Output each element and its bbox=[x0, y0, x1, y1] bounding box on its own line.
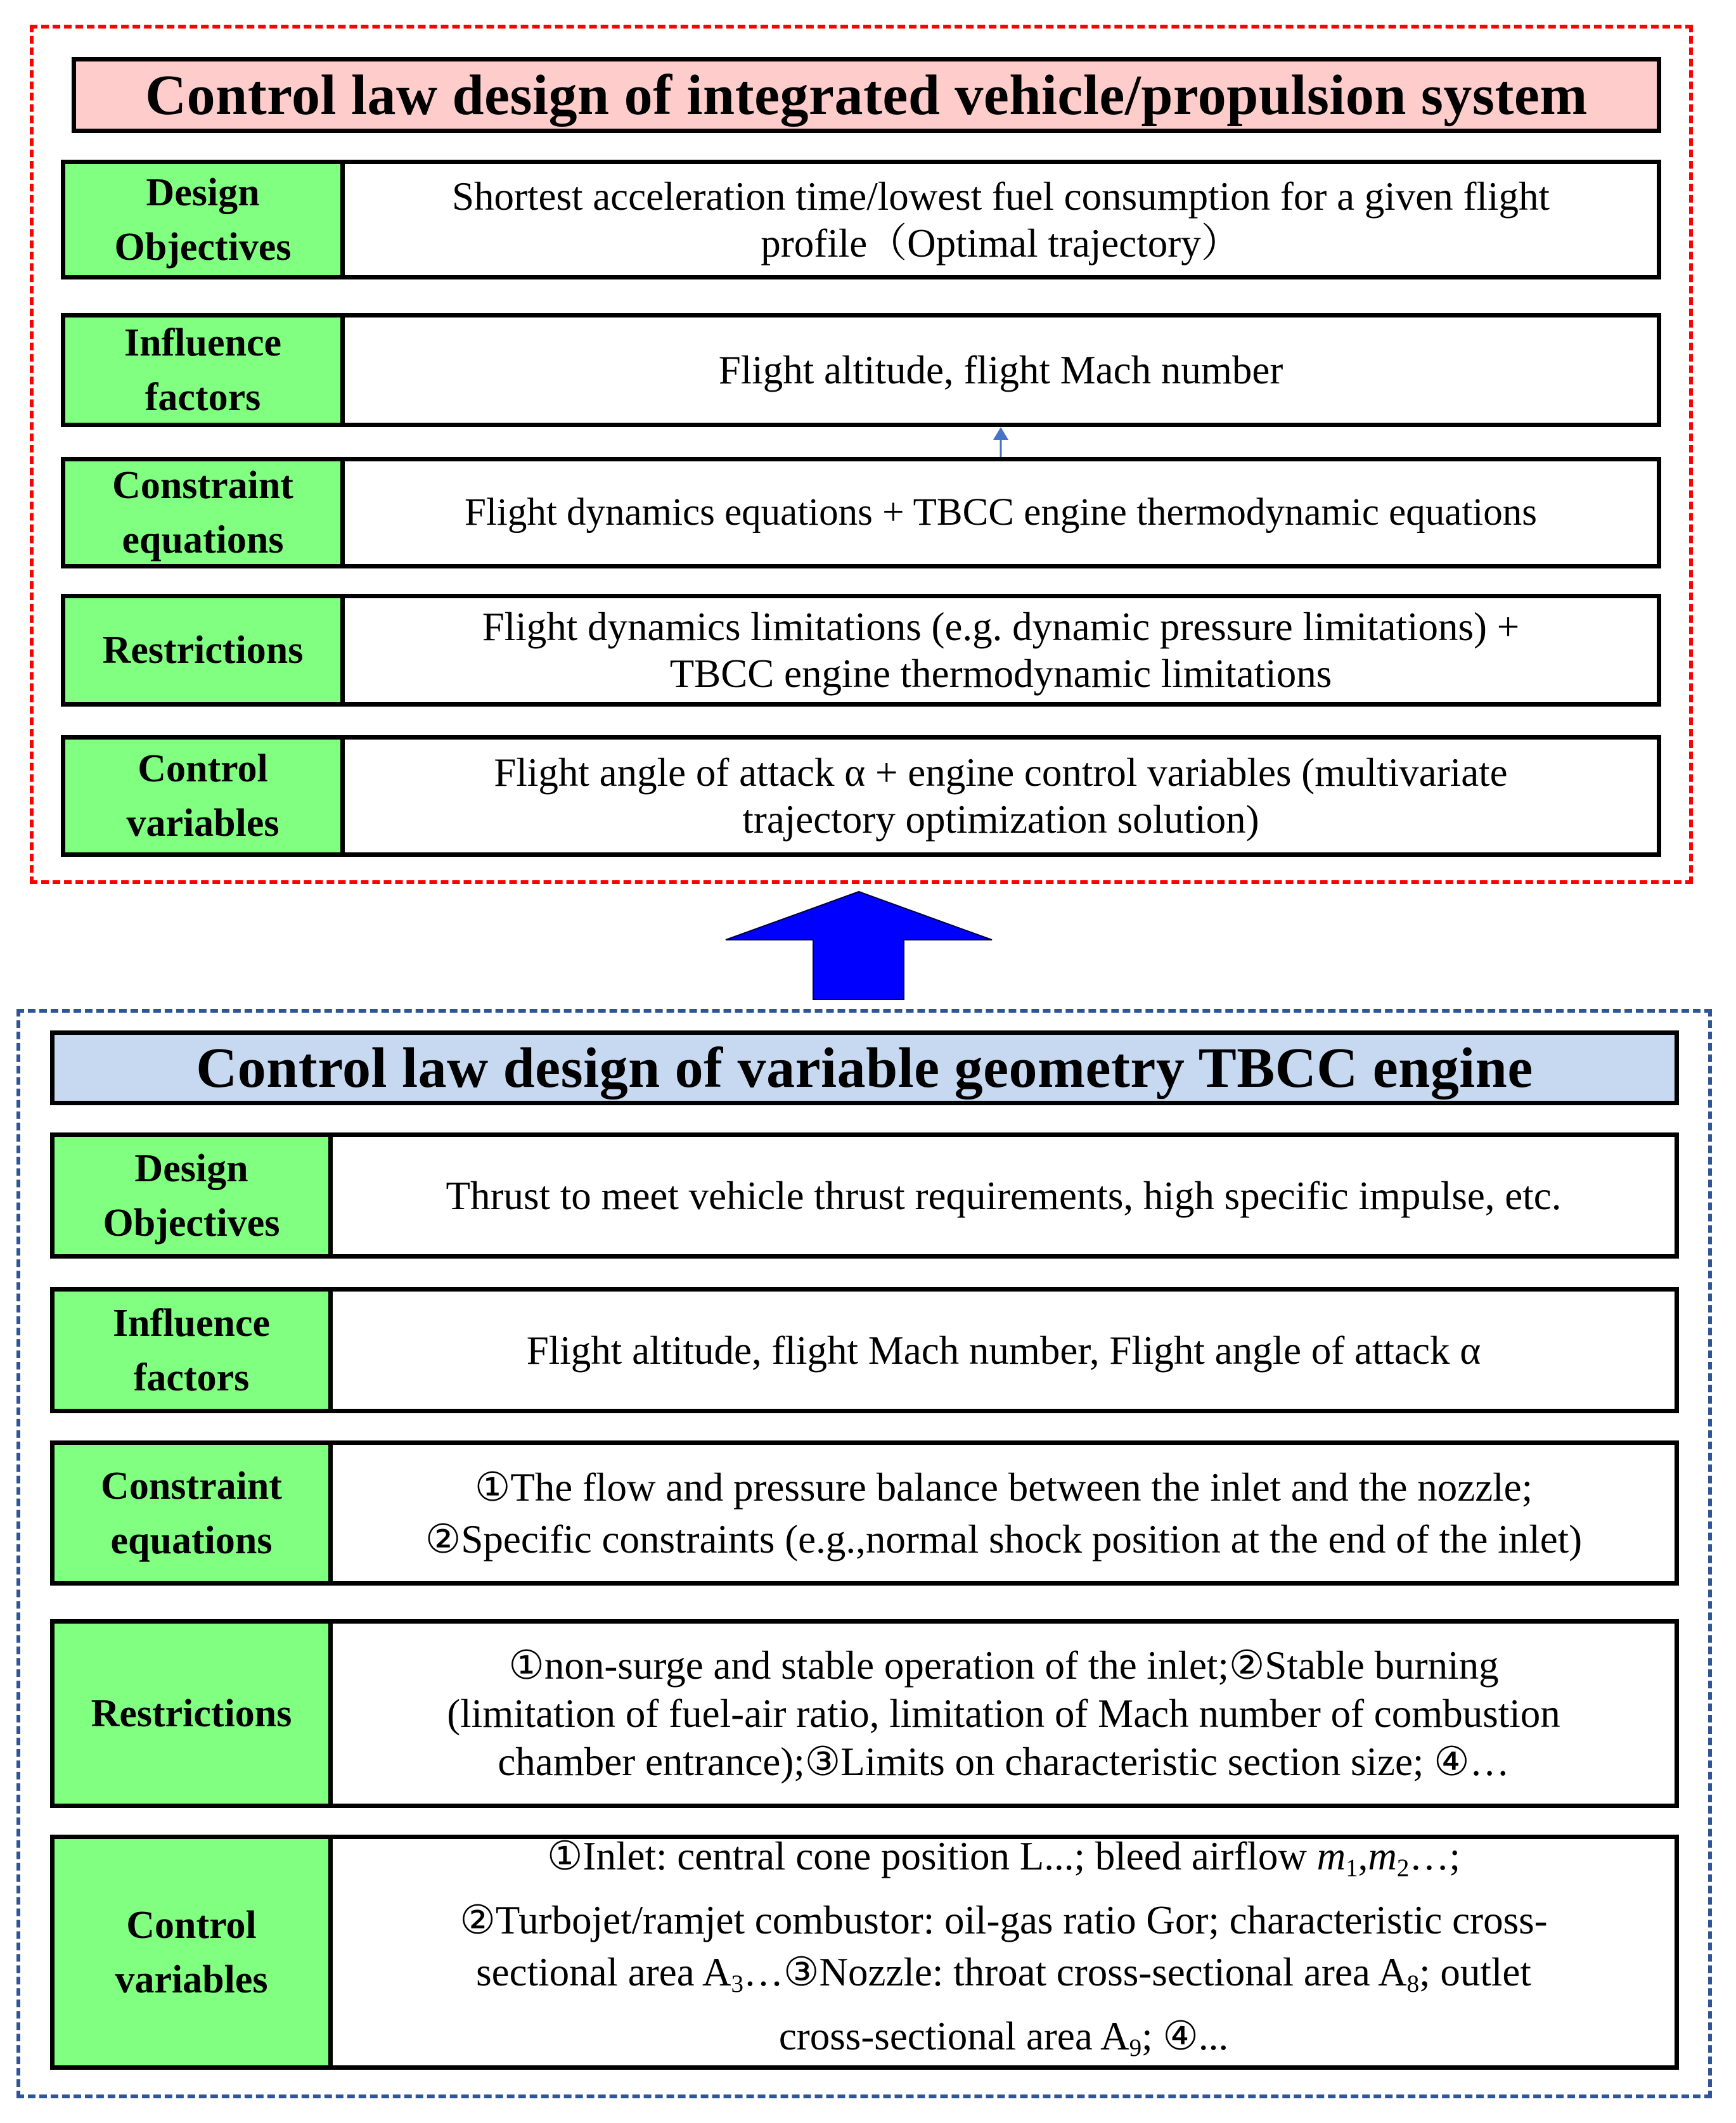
row-content: ①The flow and pressure balance between the inlet and the nozzle; ②Specific constraints (e.g.,normal shock position at the end of the inlet) bbox=[425, 1465, 1583, 1562]
top-row-control-variables bbox=[61, 735, 1661, 857]
row-label: Influence factors bbox=[65, 317, 345, 423]
row-content: ①Inlet: central cone position L...; bleed airflow $m_1,m_2\dots$; ②Turbojet/ramjet combustor: oil-gas ratio Gor; characteristic cross- sectional area $A_3\dots ③Nozzle$: throat cross-sectional area $A_8$; outlet cross-sectional area $A_9$; ④... bbox=[460, 1834, 1548, 2062]
small-up-arrow-icon bbox=[991, 427, 1011, 457]
bottom-row-control-variables bbox=[50, 1835, 1679, 2070]
bottom-row-constraint-equations bbox=[50, 1440, 1679, 1586]
row-label: Design Objectives bbox=[55, 1137, 333, 1254]
bottom-row-restrictions bbox=[50, 1619, 1679, 1808]
row-label: Control variables bbox=[55, 1839, 333, 2065]
row-content: Flight dynamics equations + TBCC engine thermodynamic equations bbox=[465, 491, 1537, 534]
top-row-influence-factors bbox=[61, 313, 1661, 427]
row-content: Flight dynamics limitations (e.g. dynamic pressure limitations) + TBCC engine thermodynamic limitations bbox=[482, 605, 1520, 696]
row-content: Flight altitude, flight Mach number, Flight angle of attack α bbox=[526, 1328, 1481, 1373]
top-row-restrictions bbox=[61, 594, 1661, 707]
top-section-title: Control law design of integrated vehicle/propulsion system bbox=[72, 57, 1661, 133]
row-label: Restrictions bbox=[65, 598, 345, 702]
bottom-row-design-objectives bbox=[50, 1132, 1679, 1259]
row-content: Shortest acceleration time/lowest fuel consumption for a given flight profile（Optimal trajectory） bbox=[451, 174, 1550, 266]
row-label: Constraint equations bbox=[55, 1445, 333, 1581]
top-row-constraint-equations bbox=[61, 457, 1661, 568]
row-label: Influence factors bbox=[55, 1292, 333, 1409]
row-content: Flight angle of attack α + engine control variables (multivariate trajectory optimization solution) bbox=[494, 750, 1508, 842]
top-row-design-objectives bbox=[61, 160, 1661, 279]
big-up-arrow-icon bbox=[724, 890, 993, 1001]
row-label: Restrictions bbox=[55, 1624, 333, 1804]
row-content: Thrust to meet vehicle thrust requirements, high specific impulse, etc. bbox=[446, 1173, 1562, 1218]
row-label: Control variables bbox=[65, 740, 345, 852]
row-label: Constraint equations bbox=[65, 461, 345, 564]
row-content: ①non-surge and stable operation of the inlet;②Stable burning (limitation of fuel-air ratio, limitation of Mach number of combustion chamber entrance);③Limits on characteristic section size; ④… bbox=[447, 1643, 1560, 1784]
bottom-row-influence-factors bbox=[50, 1287, 1679, 1413]
row-label: Design Objectives bbox=[65, 164, 345, 275]
row-content: Flight altitude, flight Mach number bbox=[718, 348, 1283, 392]
bottom-section-title: Control law design of variable geometry TBCC engine bbox=[50, 1030, 1679, 1105]
